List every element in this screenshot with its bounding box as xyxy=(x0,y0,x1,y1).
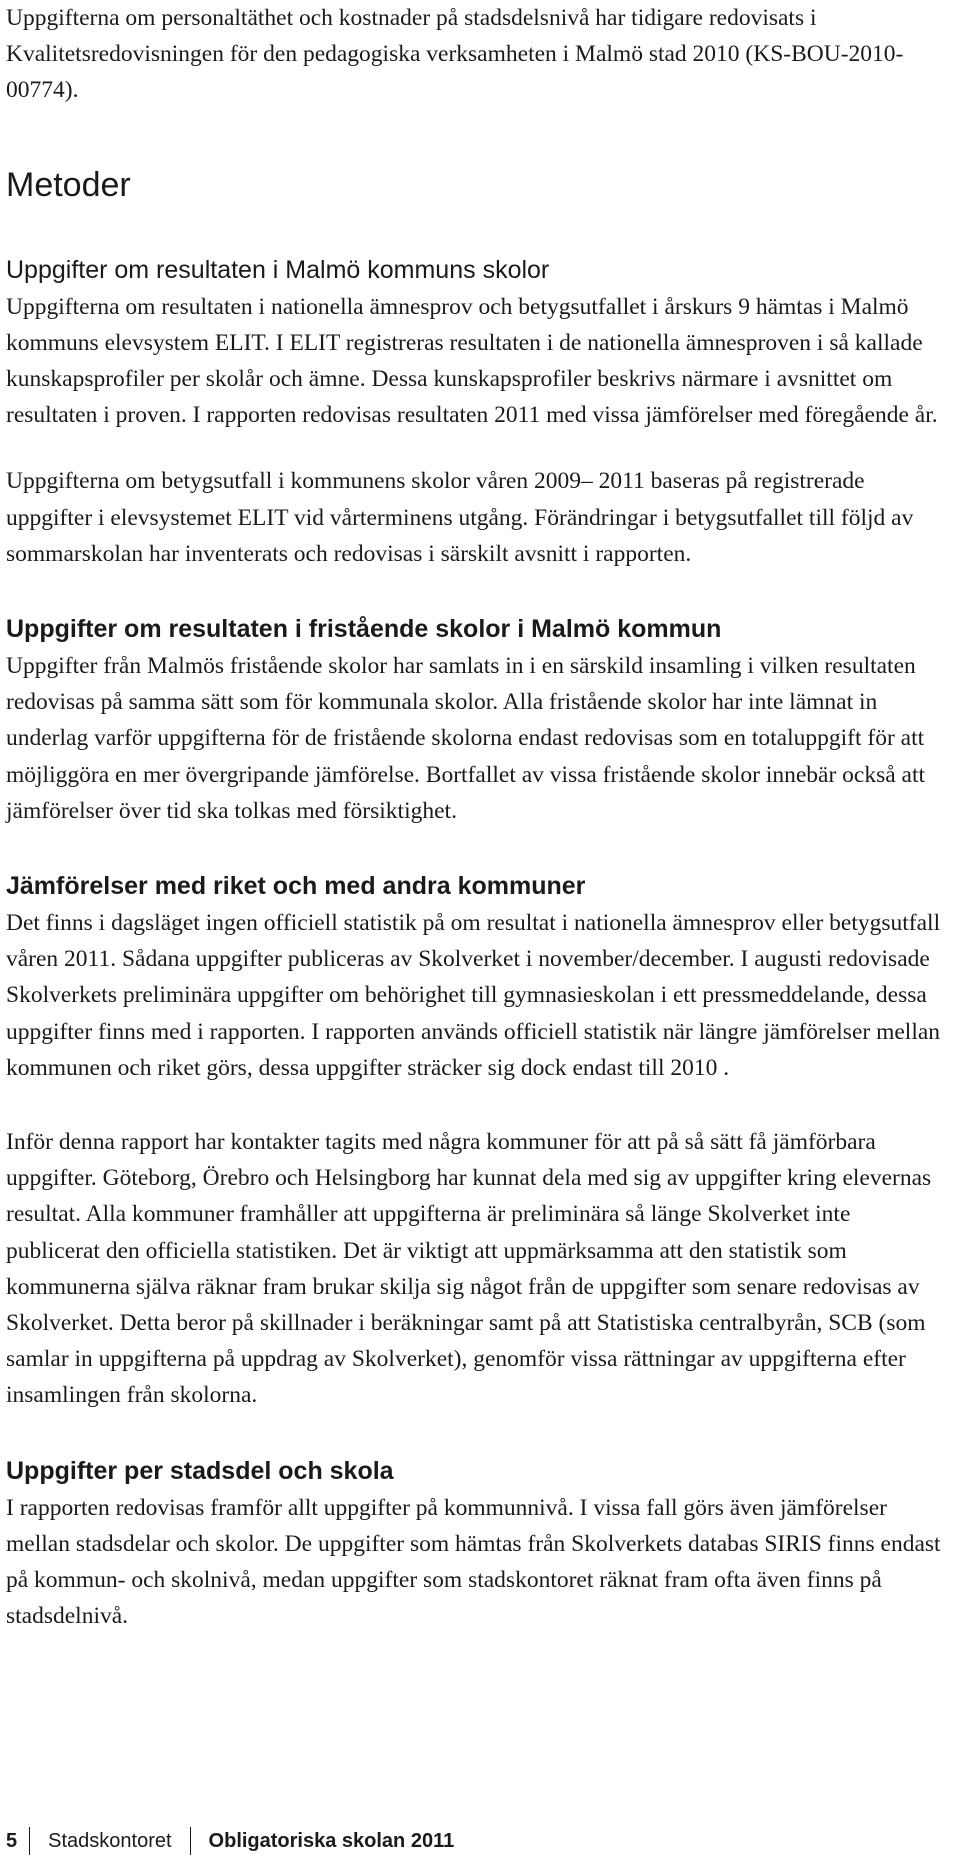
comparisons-paragraph-2: Inför denna rapport har kontakter tagits med några kommuner för att på så sätt få jämförbara uppgifter. Göteborg, Örebro och Helsingborg har kunnat dela med sig av uppgifter kring elevernas resultat. Alla kommuner framhåller att uppgifterna är preliminära så länge Skolverket inte publicerat den officiella statistiken. Det är viktigt att uppmärksamma att den statistik som kommunerna själva räknar fram brukar skilja sig något från de uppgifter som senare redovisas av Skolverket. Detta beror på skillnader i beräkningar samt på att Statistiska centralbyrån, SCB (som samlar in uppgifterna på uppdrag av Skolverket), genomför vissa rättningar av uppgifterna efter insamlingen från skolorna. xyxy=(6,1129,932,1409)
page-footer xyxy=(6,1825,454,1857)
document-page xyxy=(6,0,950,1635)
independent-schools-heading: Uppgifter om resultaten i fristående skolor i Malmö kommun xyxy=(6,615,722,644)
footer-divider xyxy=(190,1827,191,1855)
independent-schools-paragraph: Uppgifter från Malmös fristående skolor har samlats in i en särskild insamling i vilken resultaten redovisas på samma sätt som för kommunala skolor. Alla fristående skolor har inte lämnat in underlag varför uppgifterna för de fristående skolorna endast redovisas som en totaluppgift för att möjliggöra en mer övergripande jämförelse. Bortfallet av vissa fristående skolor innebär också att jämförelser över tid ska tolkas med försiktighet. xyxy=(6,653,926,824)
footer-report-title: Obligatoriska skolan 2011 xyxy=(208,1829,455,1852)
malmo-results-heading: Uppgifter om resultaten i Malmö kommuns skolor xyxy=(6,255,550,284)
malmo-results-paragraph-1: Uppgifterna om resultaten i nationella ämnesprov och betygsutfallet i årskurs 9 hämtas i Malmö kommuns elevsystem ELIT. I ELIT registreras resultaten i de nationella ämnesproven i så kallade kunskapsprofiler per skolår och ämne. Dessa kunskapsprofiler beskrivs närmare i avsnittet om resultaten i proven. I rapporten redovisas resultaten 2011 med vissa jämförelser med föregående år. xyxy=(6,293,938,429)
district-school-paragraph: I rapporten redovisas framför allt uppgifter på kommunnivå. I vissa fall görs även jämförelser mellan stadsdelar och skolor. De uppgifter som hämtas från Skolverkets databas SIRIS finns endast på kommun- och skolnivå, medan uppgifter som stadskontoret räknat fram ofta även finns på stadsdelnivå. xyxy=(6,1494,941,1630)
comparisons-paragraph-1: Det finns i dagsläget ingen officiell statistik på om resultat i nationella ämnesprov eller betygsutfall våren 2011. Sådana uppgifter publiceras av Skolverket i november/december. I augusti redovisade Skolverkets preliminära uppgifter om behörighet till gymnasieskolan i ett pressmeddelande, dessa uppgifter finns med i rapporten. I rapporten används officiell statistik när längre jämförelser mellan kommunen och riket görs, dessa uppgifter sträcker sig dock endast till 2010 . xyxy=(6,910,941,1081)
intro-paragraph: Uppgifterna om personaltäthet och kostnader på stadsdelsnivå har tidigare redovisats i Kvalitetsredovisningen för den pedagogiska verksamheten i Malmö stad 2010 (KS-BOU-2010-00774). xyxy=(6,5,904,104)
comparisons-heading: Jämförelser med riket och med andra kommuner xyxy=(6,872,586,901)
malmo-results-paragraph-2: Uppgifterna om betygsutfall i kommunens skolor våren 2009– 2011 baseras på registrerade uppgifter i elevsystemet ELIT vid vårterminens utgång. Förändringar i betygsutfallet till följd av sommarskolan har inventerats och redovisas i särskilt avsnitt i rapporten. xyxy=(6,468,914,567)
metoder-heading: Metoder xyxy=(6,165,131,204)
footer-organization: Stadskontoret xyxy=(48,1829,172,1852)
district-school-heading: Uppgifter per stadsdel och skola xyxy=(6,1456,394,1485)
page-number: 5 xyxy=(6,1829,18,1852)
footer-divider xyxy=(29,1827,30,1855)
